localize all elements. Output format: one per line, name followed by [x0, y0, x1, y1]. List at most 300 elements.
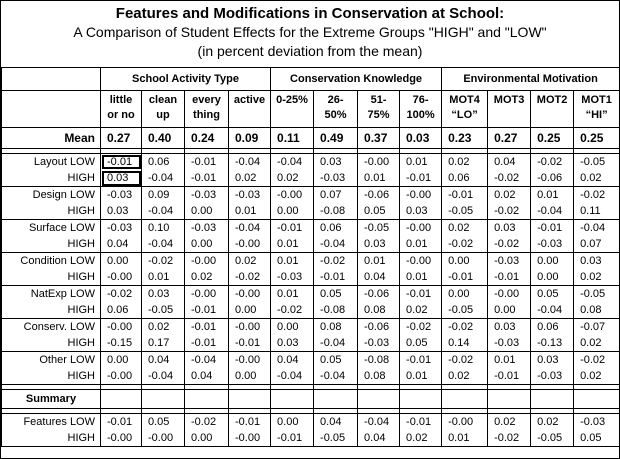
table-row	[2, 128, 620, 149]
high-value: 0.01	[400, 236, 442, 253]
column-header-line1: active	[233, 94, 266, 106]
low-tag: LOW	[69, 155, 95, 168]
mean-value: 0.49	[314, 128, 358, 149]
high-value: -0.02	[442, 236, 488, 253]
low-value: 0.01	[400, 154, 442, 171]
high-value: 0.02	[574, 170, 620, 187]
low-value: -0.04	[574, 220, 620, 237]
low-value: -0.00	[271, 187, 314, 204]
column-header-line1: 26-	[327, 94, 344, 106]
high-value: 0.08	[358, 368, 400, 385]
column-header-line2: 100%	[406, 109, 435, 121]
mean-value: 0.27	[488, 128, 531, 149]
high-value: -0.00	[101, 368, 142, 385]
mean-value: 0.37	[358, 128, 400, 149]
summary-spacer	[488, 390, 531, 409]
high-value: 0.03	[101, 170, 142, 187]
high-value: -0.01	[185, 302, 229, 319]
table-row	[2, 319, 620, 336]
mean-value: 0.40	[142, 128, 185, 149]
low-value: -0.00	[442, 414, 488, 431]
low-value: -0.08	[358, 352, 400, 369]
low-tag: LOW	[69, 188, 95, 201]
low-value: -0.01	[185, 319, 229, 336]
low-value: 0.03	[488, 319, 531, 336]
summary-spacer	[101, 390, 142, 409]
feature-name: Design	[32, 188, 67, 201]
high-value: -0.01	[271, 430, 314, 447]
high-value: 0.01	[442, 430, 488, 447]
high-value: -0.02	[488, 170, 531, 187]
table-row	[2, 170, 620, 187]
low-value: 0.04	[142, 352, 185, 369]
high-value: -0.04	[314, 335, 358, 352]
low-value: 0.04	[271, 352, 314, 369]
high-value: 0.01	[400, 269, 442, 286]
high-value: 0.00	[229, 302, 271, 319]
high-value: 0.02	[185, 269, 229, 286]
summary-spacer	[185, 390, 229, 409]
column-header	[314, 91, 358, 128]
high-value: 0.00	[185, 236, 229, 253]
mean-value: 0.24	[185, 128, 229, 149]
low-value: -0.03	[185, 187, 229, 204]
table-row	[2, 187, 620, 204]
mean-value: 0.25	[574, 128, 620, 149]
column-header-line1: every	[192, 94, 221, 106]
low-value: -0.04	[229, 220, 271, 237]
high-value: 0.08	[574, 302, 620, 319]
row-label-high: HIGH	[2, 302, 101, 319]
mean-label: Mean	[2, 128, 101, 149]
table-row	[2, 352, 620, 369]
row-label-low	[2, 319, 101, 336]
high-value: -0.04	[314, 368, 358, 385]
low-value: 0.02	[142, 319, 185, 336]
row-label-high: HIGH	[2, 335, 101, 352]
low-value: 0.04	[314, 414, 358, 431]
table-row	[2, 154, 620, 171]
column-header-line2: thing	[193, 109, 220, 121]
low-value: 0.10	[142, 220, 185, 237]
row-label-high: HIGH	[2, 170, 101, 187]
group-header: School Activity Type	[101, 68, 271, 91]
low-value: 0.09	[142, 187, 185, 204]
row-label-high: HIGH	[2, 203, 101, 220]
high-value: 0.05	[400, 335, 442, 352]
low-value: -0.00	[229, 286, 271, 303]
column-header	[271, 91, 314, 128]
row-label-low	[2, 187, 101, 204]
high-value: -0.02	[271, 302, 314, 319]
column-header	[229, 91, 271, 128]
low-value: -0.02	[142, 253, 185, 270]
table-subtitle: A Comparison of Student Effects for the Extreme Groups "HIGH" and "LOW"	[73, 24, 547, 40]
summary-spacer	[531, 390, 574, 409]
low-value: -0.02	[442, 352, 488, 369]
high-value: -0.08	[314, 203, 358, 220]
low-value: 0.00	[531, 253, 574, 270]
high-value: -0.05	[442, 302, 488, 319]
high-value: -0.03	[531, 236, 574, 253]
column-header-line2: “HI”	[585, 109, 608, 121]
low-value: 0.00	[271, 414, 314, 431]
high-value: -0.01	[314, 269, 358, 286]
table-row	[2, 236, 620, 253]
high-value: -0.04	[142, 368, 185, 385]
column-header-line1: 76-	[412, 94, 429, 106]
low-value: -0.04	[358, 414, 400, 431]
low-tag: LOW	[69, 254, 95, 267]
table-row	[2, 203, 620, 220]
low-value: 0.05	[142, 414, 185, 431]
low-value: 0.06	[314, 220, 358, 237]
low-value: -0.01	[101, 154, 142, 171]
low-tag: LOW	[69, 415, 95, 428]
high-value: 0.02	[574, 368, 620, 385]
high-value: 0.08	[358, 302, 400, 319]
row-label-low	[2, 414, 101, 431]
low-value: 0.01	[358, 253, 400, 270]
low-value: 0.04	[488, 154, 531, 171]
high-value: -0.04	[142, 203, 185, 220]
low-value: 0.05	[531, 286, 574, 303]
low-value: -0.00	[400, 187, 442, 204]
low-value: -0.01	[442, 187, 488, 204]
high-value: -0.04	[271, 368, 314, 385]
high-value: 0.04	[358, 269, 400, 286]
table-row	[2, 335, 620, 352]
feature-name: Condition	[20, 254, 67, 267]
low-tag: LOW	[69, 221, 95, 234]
column-header	[358, 91, 400, 128]
high-value: 0.00	[185, 203, 229, 220]
low-value: -0.04	[185, 352, 229, 369]
column-header-line1: clean	[148, 94, 178, 106]
column-header-line2: 50%	[324, 109, 347, 121]
high-value: 0.02	[400, 302, 442, 319]
low-value: -0.02	[574, 352, 620, 369]
low-value: 0.00	[271, 319, 314, 336]
low-value: -0.03	[101, 187, 142, 204]
mean-value: 0.09	[229, 128, 271, 149]
high-value: -0.02	[488, 236, 531, 253]
low-value: 0.02	[531, 414, 574, 431]
feature-name: Surface	[28, 221, 67, 234]
high-value: -0.01	[488, 269, 531, 286]
low-value: -0.02	[442, 319, 488, 336]
high-value: 0.02	[400, 430, 442, 447]
high-value: 0.03	[358, 236, 400, 253]
low-value: 0.03	[314, 154, 358, 171]
high-value: 0.07	[574, 236, 620, 253]
low-value: -0.02	[314, 253, 358, 270]
high-value: 0.00	[531, 269, 574, 286]
row-label-low	[2, 154, 101, 171]
table-row	[2, 269, 620, 286]
high-value: 0.14	[442, 335, 488, 352]
low-value: 0.01	[271, 253, 314, 270]
low-value: 0.06	[531, 319, 574, 336]
high-value: 0.05	[574, 430, 620, 447]
summary-spacer	[271, 390, 314, 409]
high-value: 0.11	[574, 203, 620, 220]
low-value: 0.02	[229, 253, 271, 270]
low-value: -0.01	[229, 414, 271, 431]
low-value: 0.00	[442, 286, 488, 303]
low-value: -0.05	[574, 286, 620, 303]
low-value: 0.03	[488, 220, 531, 237]
low-value: -0.01	[400, 352, 442, 369]
low-value: -0.01	[271, 220, 314, 237]
high-value: 0.04	[101, 236, 142, 253]
low-value: 0.07	[314, 187, 358, 204]
high-value: -0.05	[442, 203, 488, 220]
column-header-line1: 0-25%	[276, 94, 308, 106]
titles	[1, 1, 619, 67]
summary-spacer	[314, 390, 358, 409]
high-value: 0.17	[142, 335, 185, 352]
high-value: 0.02	[574, 269, 620, 286]
low-value: -0.05	[574, 154, 620, 171]
low-value: -0.04	[229, 154, 271, 171]
high-value: -0.01	[185, 335, 229, 352]
mean-value: 0.11	[271, 128, 314, 149]
low-value: 0.03	[574, 253, 620, 270]
high-value: 0.00	[229, 368, 271, 385]
high-value: -0.04	[531, 302, 574, 319]
high-value: 0.00	[488, 302, 531, 319]
high-value: -0.03	[531, 368, 574, 385]
column-header-line1: MOT1	[581, 94, 612, 106]
mean-value: 0.27	[101, 128, 142, 149]
high-value: 0.02	[442, 368, 488, 385]
results-table	[1, 67, 620, 447]
high-value: 0.01	[142, 269, 185, 286]
high-value: -0.01	[229, 335, 271, 352]
high-value: -0.02	[229, 269, 271, 286]
low-value: -0.06	[358, 187, 400, 204]
high-value: -0.04	[142, 170, 185, 187]
table-row	[2, 68, 620, 91]
low-value: 0.02	[442, 220, 488, 237]
low-value: -0.03	[101, 220, 142, 237]
low-value: 0.03	[142, 286, 185, 303]
high-value: 0.01	[229, 203, 271, 220]
table-row	[2, 286, 620, 303]
high-value: -0.08	[314, 302, 358, 319]
column-header-line1: MOT4	[449, 94, 480, 106]
low-value: -0.01	[400, 286, 442, 303]
high-value: -0.06	[531, 170, 574, 187]
low-value: -0.00	[229, 352, 271, 369]
low-value: -0.00	[185, 286, 229, 303]
low-value: 0.08	[314, 319, 358, 336]
high-value: -0.05	[531, 430, 574, 447]
high-value: 0.00	[185, 430, 229, 447]
high-value: 0.01	[271, 236, 314, 253]
summary-spacer	[358, 390, 400, 409]
high-value: -0.00	[229, 430, 271, 447]
summary-spacer	[400, 390, 442, 409]
column-header-line2: 75%	[367, 109, 390, 121]
low-value: 0.00	[101, 352, 142, 369]
low-value: -0.00	[400, 220, 442, 237]
column-header-line1: MOT3	[493, 94, 525, 106]
feature-name: Conserv.	[23, 320, 67, 333]
table-row	[2, 390, 620, 409]
column-header	[574, 91, 620, 128]
low-value: 0.01	[271, 286, 314, 303]
low-value: 0.03	[531, 352, 574, 369]
low-value: -0.03	[574, 414, 620, 431]
feature-name: NatExp	[30, 287, 67, 300]
high-value: 0.04	[358, 430, 400, 447]
high-value: 0.03	[271, 335, 314, 352]
row-label-high: HIGH	[2, 236, 101, 253]
low-value: -0.00	[358, 154, 400, 171]
column-header	[185, 91, 229, 128]
high-value: -0.04	[142, 236, 185, 253]
row-label-low	[2, 253, 101, 270]
high-value: 0.00	[271, 203, 314, 220]
low-value: -0.03	[229, 187, 271, 204]
mean-value: 0.25	[531, 128, 574, 149]
high-value: -0.01	[442, 269, 488, 286]
summary-spacer	[442, 390, 488, 409]
low-value: 0.02	[488, 187, 531, 204]
column-header-line2: “LO”	[451, 109, 478, 121]
table-row	[2, 253, 620, 270]
column-header	[142, 91, 185, 128]
low-value: -0.03	[185, 220, 229, 237]
low-tag: LOW	[69, 320, 95, 333]
summary-spacer	[142, 390, 185, 409]
low-value: -0.04	[271, 154, 314, 171]
column-header	[400, 91, 442, 128]
mean-value: 0.23	[442, 128, 488, 149]
low-value: -0.02	[531, 154, 574, 171]
corner-cell	[2, 91, 101, 128]
summary-spacer	[574, 390, 620, 409]
row-label-high: HIGH	[2, 368, 101, 385]
table-title: Features and Modifications in Conservation at School:	[115, 5, 505, 22]
high-value: 0.01	[358, 170, 400, 187]
low-value: -0.03	[488, 253, 531, 270]
low-value: 0.02	[488, 414, 531, 431]
high-value: 0.06	[101, 302, 142, 319]
column-header-line2: or no	[107, 109, 135, 121]
summary-spacer	[229, 390, 271, 409]
table-row	[2, 368, 620, 385]
high-value: -0.00	[142, 430, 185, 447]
low-value: -0.07	[574, 319, 620, 336]
row-label-high: HIGH	[2, 269, 101, 286]
high-value: 0.01	[400, 368, 442, 385]
column-header	[531, 91, 574, 128]
high-value: 0.05	[358, 203, 400, 220]
low-value: -0.01	[185, 154, 229, 171]
corner-cell	[2, 68, 101, 91]
high-value: -0.02	[488, 203, 531, 220]
low-value: -0.00	[229, 319, 271, 336]
column-header-line1: little	[109, 94, 133, 106]
high-value: -0.04	[531, 203, 574, 220]
low-value: -0.00	[101, 319, 142, 336]
high-value: -0.03	[358, 335, 400, 352]
high-value: -0.13	[531, 335, 574, 352]
high-value: -0.01	[488, 368, 531, 385]
table-row	[2, 414, 620, 431]
table-row	[2, 91, 620, 128]
high-value: -0.00	[229, 236, 271, 253]
low-value: -0.02	[574, 187, 620, 204]
high-value: -0.01	[400, 170, 442, 187]
high-value: -0.05	[314, 430, 358, 447]
high-value: -0.15	[101, 335, 142, 352]
group-header: Environmental Motivation	[442, 68, 620, 91]
low-value: 0.01	[488, 352, 531, 369]
high-value: 0.02	[271, 170, 314, 187]
high-value: -0.02	[488, 430, 531, 447]
low-value: -0.01	[400, 414, 442, 431]
low-value: -0.02	[101, 286, 142, 303]
table-row	[2, 302, 620, 319]
low-value: -0.00	[488, 286, 531, 303]
low-value: 0.00	[442, 253, 488, 270]
high-value: 0.04	[185, 368, 229, 385]
group-header: Conservation Knowledge	[271, 68, 442, 91]
low-value: 0.00	[101, 253, 142, 270]
low-value: -0.02	[185, 414, 229, 431]
low-value: -0.01	[101, 414, 142, 431]
low-value: -0.06	[358, 286, 400, 303]
low-value: -0.00	[400, 253, 442, 270]
high-value: 0.06	[442, 170, 488, 187]
feature-name: Other	[39, 353, 67, 366]
high-value: -0.01	[185, 170, 229, 187]
high-value: -0.03	[488, 335, 531, 352]
column-header	[101, 91, 142, 128]
column-header	[442, 91, 488, 128]
low-value: 0.06	[142, 154, 185, 171]
high-value: -0.05	[142, 302, 185, 319]
high-value: 0.03	[400, 203, 442, 220]
high-value: 0.02	[574, 335, 620, 352]
low-value: -0.06	[358, 319, 400, 336]
high-value: 0.02	[229, 170, 271, 187]
low-value: -0.01	[531, 220, 574, 237]
feature-name: Features	[23, 415, 67, 428]
high-value: -0.03	[314, 170, 358, 187]
feature-name: Layout	[33, 155, 67, 168]
row-label-low	[2, 352, 101, 369]
summary-label: Summary	[2, 390, 101, 409]
column-header-line1: MOT2	[536, 94, 568, 106]
low-value: 0.05	[314, 286, 358, 303]
low-value: -0.05	[358, 220, 400, 237]
low-tag: LOW	[69, 287, 95, 300]
mean-value: 0.03	[400, 128, 442, 149]
high-value: 0.03	[101, 203, 142, 220]
low-value: -0.00	[185, 253, 229, 270]
table-note: (in percent deviation from the mean)	[197, 43, 423, 59]
high-value: -0.00	[101, 269, 142, 286]
row-label-low	[2, 220, 101, 237]
column-header	[488, 91, 531, 128]
row-label-high: HIGH	[2, 430, 101, 447]
low-value: 0.02	[442, 154, 488, 171]
